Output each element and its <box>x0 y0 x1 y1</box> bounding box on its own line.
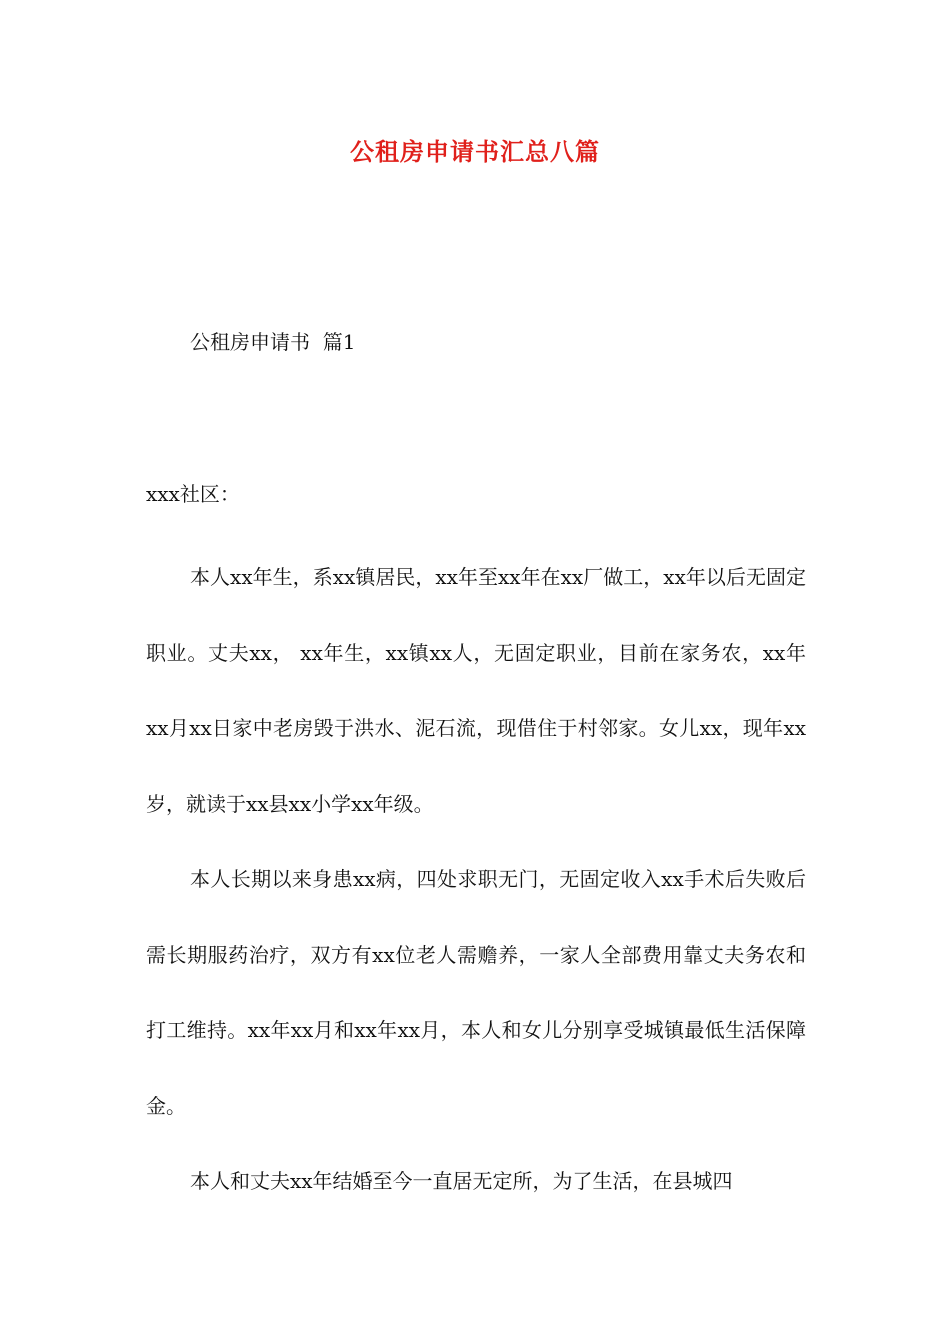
salutation: xxx社区： <box>146 482 240 506</box>
paragraph-3: 本人和丈夫xx年结婚至今一直居无定所，为了生活，在县城四 <box>190 1169 733 1193</box>
paragraph-1: 本人xx年生，系xx镇居民，xx年至xx年在xx厂做工，xx年以后无固定职业。丈夫xx， xx年生，xx镇xx人，无固定职业，目前在家务农，xx年xx月xx日家中老房毁于洪水、泥石流，现借住于村邻家。女儿xx，现年xx岁，就读于xx县xx小学xx年级。 <box>146 565 806 816</box>
section-heading: 公租房申请书 篇1 <box>190 330 356 354</box>
paragraph-2: 本人长期以来身患xx病，四处求职无门，无固定收入xx手术后失败后需长期服药治疗，双方有xx位老人需赡养，一家人全部费用靠丈夫务农和打工维持。xx年xx月和xx年xx月，本人和女儿分别享受城镇最低生活保障金。 <box>146 867 806 1118</box>
document-title: 公租房申请书汇总八篇 <box>350 138 600 166</box>
body-text <box>146 540 806 1220</box>
